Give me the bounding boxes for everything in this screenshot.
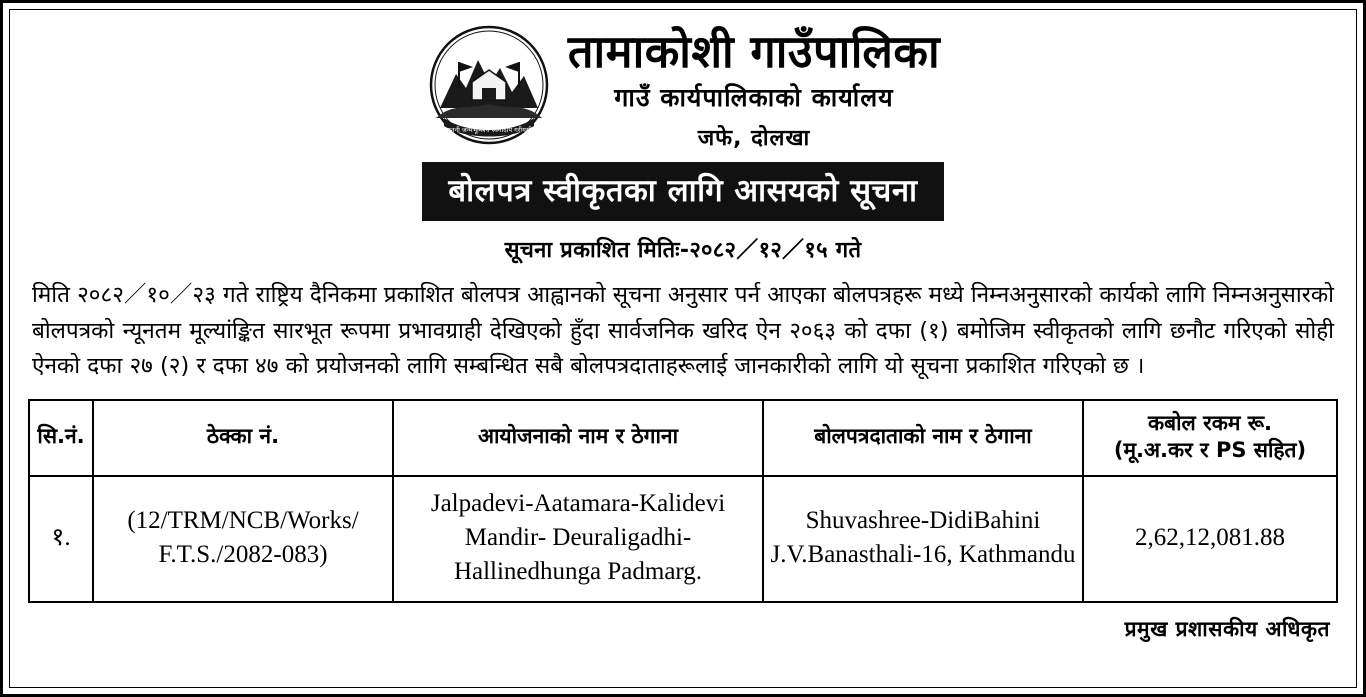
row-bidder: Shuvashree-DidiBahini J.V.Banasthali-16, Kathmandu	[763, 476, 1083, 601]
signature-designation: प्रमुख प्रशासकीय अधिकृत	[1124, 616, 1330, 641]
svg-text:जननी जन्मभूमिश्च स्वर्गादपि गर: जननी जन्मभूमिश्च स्वर्गादपि गरीयसी	[445, 126, 532, 134]
nepal-government-emblem-icon	[426, 22, 552, 148]
notice-body-paragraph: मिति २०८२／१०／२३ गते राष्ट्रिय दैनिकमा प्रकाशित बोलपत्र आह्वानको सूचना अनुसार पर्न आएका बोलपत्रहरू मध्ये निम्नअनुसारको कार्यको लागि निम्नअनुसारको बोलपत्रको न्यूनतम मूल्यांङ्कित सारभूत रूपमा प्रभावग्राही देखिएको हुँदा सार्वजनिक खरिद ऐन २०६३ को दफा (१) बमोजिम स्वीकृतको लागि छनौट गरिएको सोही ऐनको दफा २७ (२) र दफा ४७ को प्रयोजनको लागि सम्बन्धित सबै बोलपत्रदाताहरूलाई जानकारीको लागि यो सूचना प्रकाशित गरिएको छ ।	[32, 282, 1334, 380]
table-header-bidder: बोलपत्रदाताको नाम र ठेगाना	[763, 400, 1083, 477]
row-sn: १.	[29, 476, 93, 601]
document-inner-border	[9, 9, 1357, 688]
table-header-amount-line1: कबोल रकम रू.	[1148, 410, 1272, 435]
organization-subtitle: गाउँ कार्यपालिकाको कार्यालय	[614, 82, 894, 112]
bid-acceptance-table	[28, 399, 1338, 603]
notice-title-banner: बोलपत्र स्वीकृतका लागि आसयको सूचना	[422, 162, 943, 221]
table-header-row	[29, 400, 1337, 477]
row-project: Jalpadevi-Aatamara-Kalidevi Mandir- Deuraligadhi- Hallinedhunga Padmarg.	[393, 476, 763, 601]
table-header-sn: सि.नं.	[29, 400, 93, 477]
published-date: सूचना प्रकाशित मितिः-२०८२／१२／१५ गते	[504, 238, 862, 264]
header-text-block	[568, 22, 940, 152]
table-header-amount	[1083, 400, 1337, 477]
table-header-contract-no: ठेक्का नं.	[93, 400, 393, 477]
table-header-project: आयोजनाको नाम र ठेगाना	[393, 400, 763, 477]
table-row	[29, 476, 1337, 601]
organization-place: जफे, दोलखा	[697, 126, 811, 152]
row-amount: 2,62,12,081.88	[1083, 476, 1337, 601]
organization-name: तामाकोशी गाउँपालिका	[567, 25, 941, 78]
table-header-amount-line2: (मू.अ.कर र PS सहित)	[1113, 438, 1307, 463]
document-header	[28, 18, 1338, 152]
row-contract-no: (12/TRM/NCB/Works/ F.T.S./2082-083)	[93, 476, 393, 601]
banner-wrapper	[28, 162, 1338, 221]
